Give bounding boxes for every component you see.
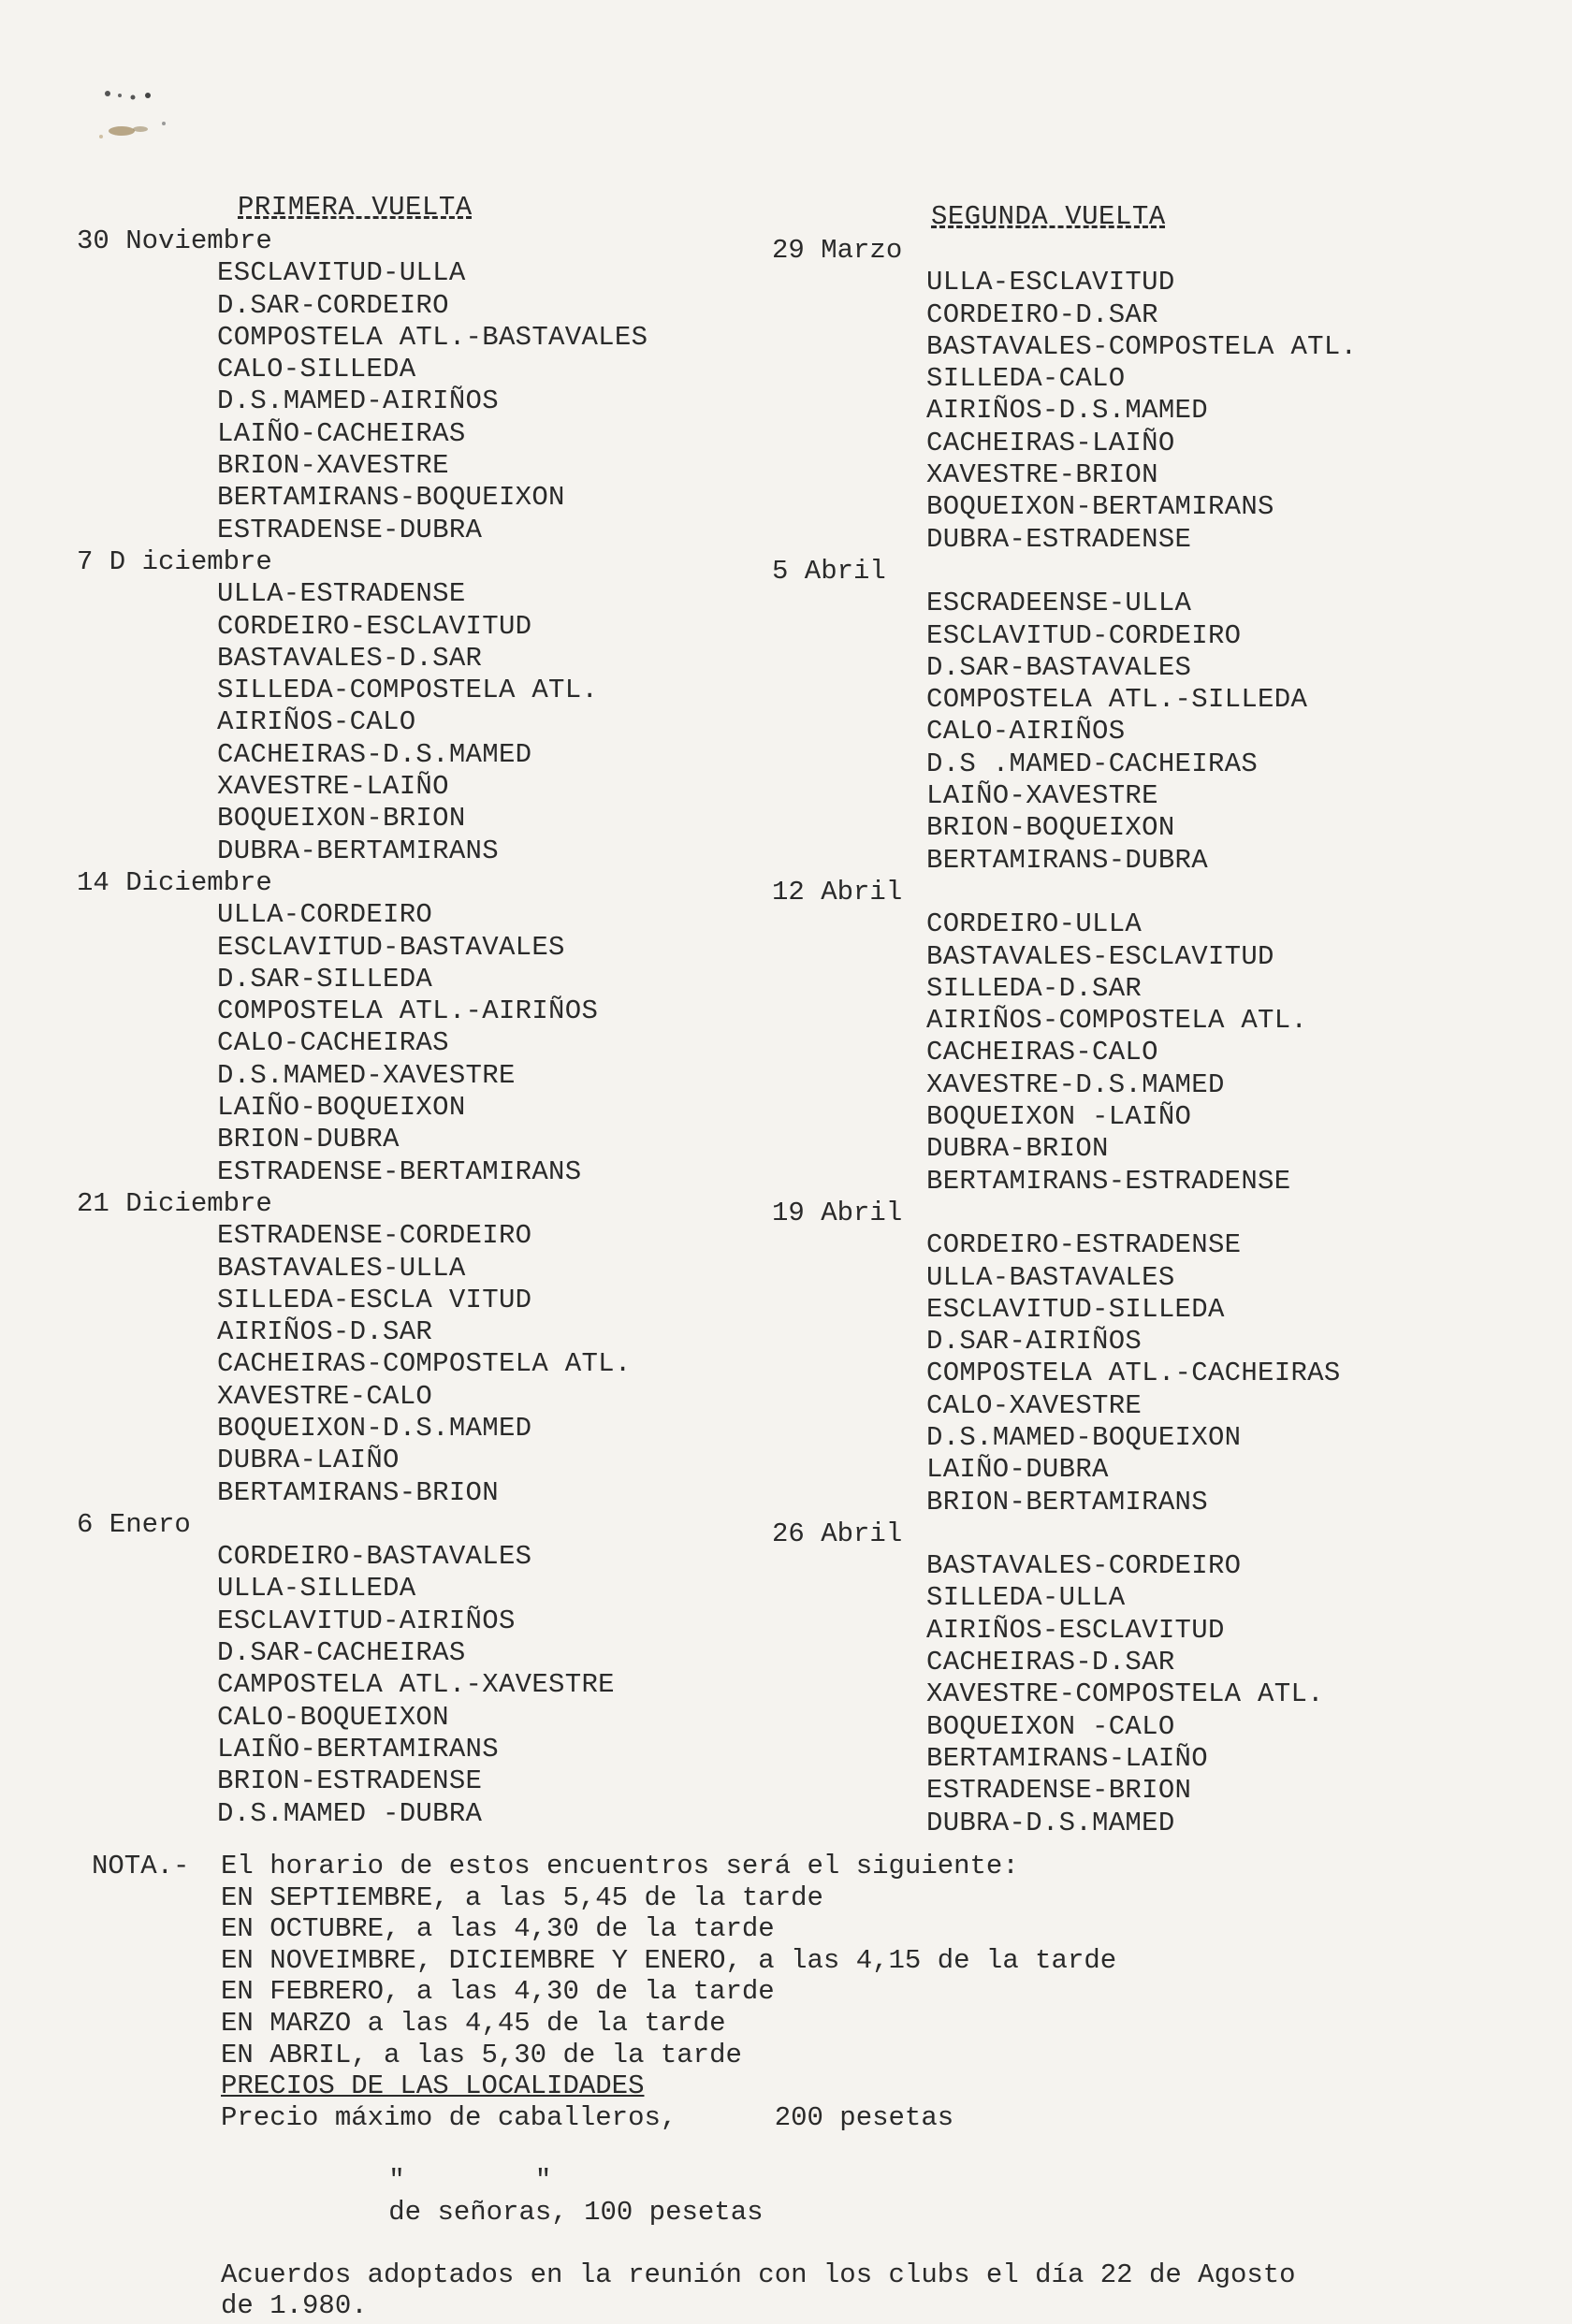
ink-specks <box>66 75 206 159</box>
price-men: Precio máximo de caballeros, 200 pesetas <box>221 2101 954 2133</box>
match-line: DUBRA-BRION <box>926 1133 1109 1165</box>
match-line: D.SAR-AIRIÑOS <box>926 1326 1143 1358</box>
round-date: 29 Marzo <box>772 235 903 266</box>
match-line: BASTAVALES-ESCLAVITUD <box>926 940 1274 972</box>
price-women: de señoras, 100 pesetas <box>388 2196 764 2228</box>
match-line: COMPOSTELA ATL.-SILLEDA <box>926 684 1308 716</box>
match-line: COMPOSTELA ATL.-AIRIÑOS <box>217 995 599 1027</box>
round-block <box>772 1518 1483 1839</box>
prices-title: PRECIOS DE LAS LOCALIDADES <box>221 2070 645 2102</box>
match-line: CALO-AIRIÑOS <box>926 716 1126 748</box>
match-line: ESCLAVITUD-CORDEIRO <box>926 619 1242 651</box>
match-line: BERTAMIRANS-LAIÑO <box>926 1742 1208 1774</box>
match-line: BASTAVALES-CORDEIRO <box>926 1550 1242 1582</box>
match-line: D.S.MAMED-AIRIÑOS <box>217 385 499 417</box>
round-date: 14 Diciembre <box>77 866 272 898</box>
ditto-marks: " " <box>388 2164 552 2196</box>
match-line: XAVESTRE-LAIÑO <box>217 771 449 803</box>
round-date: 6 Enero <box>77 1508 191 1540</box>
match-line: SILLEDA-ULLA <box>926 1582 1126 1614</box>
match-line: BRION-BERTAMIRANS <box>926 1486 1208 1518</box>
schedule-line: EN FEBRERO, a las 4,30 de la tarde <box>221 1976 775 2008</box>
match-line: XAVESTRE-BRION <box>926 459 1158 491</box>
match-line: CORDEIRO-ESTRADENSE <box>926 1229 1242 1261</box>
match-line: ESCLAVITUD-SILLEDA <box>926 1293 1225 1325</box>
match-line: BASTAVALES-D.SAR <box>217 642 483 674</box>
match-line: LAIÑO-BOQUEIXON <box>217 1092 466 1124</box>
match-line: ESCRADEENSE-ULLA <box>926 588 1192 619</box>
match-line: CAMPOSTELA ATL.-XAVESTRE <box>217 1669 615 1701</box>
match-line: CALO-XAVESTRE <box>926 1389 1143 1421</box>
round-date: 7 D iciembre <box>77 545 272 577</box>
match-line: LAIÑO-XAVESTRE <box>926 780 1158 812</box>
match-line: ESTRADENSE-BRION <box>926 1775 1192 1807</box>
match-line: AIRIÑOS-D.SAR <box>217 1316 433 1348</box>
match-line: BERTAMIRANS-ESTRADENSE <box>926 1165 1291 1197</box>
match-line: ESCLAVITUD-AIRIÑOS <box>217 1605 516 1636</box>
round-block <box>772 1198 1483 1518</box>
price-women-line <box>221 2133 1495 2259</box>
match-line: XAVESTRE-D.S.MAMED <box>926 1068 1225 1100</box>
match-line: LAIÑO-BERTAMIRANS <box>217 1733 499 1765</box>
match-line: BERTAMIRANS-BOQUEIXON <box>217 482 565 514</box>
match-line: SILLEDA-D.SAR <box>926 972 1143 1004</box>
match-line: ESTRADENSE-DUBRA <box>217 514 483 545</box>
round-block <box>772 235 1483 556</box>
match-line: BRION-ESTRADENSE <box>217 1765 483 1797</box>
match-line: DUBRA-ESTRADENSE <box>926 523 1192 555</box>
nota-schedule <box>92 1882 1495 2322</box>
match-line: BRION-BOQUEIXON <box>926 812 1175 844</box>
match-line: CACHEIRAS-COMPOSTELA ATL. <box>217 1348 632 1380</box>
nota-label: NOTA.- <box>92 1851 190 1881</box>
match-line: ESTRADENSE-BERTAMIRANS <box>217 1155 582 1187</box>
match-line: CALO-SILLEDA <box>217 354 416 385</box>
match-line: ULLA-BASTAVALES <box>926 1261 1175 1293</box>
match-line: BOQUEIXON-D.S.MAMED <box>217 1412 532 1444</box>
match-line: AIRIÑOS-ESCLAVITUD <box>926 1614 1225 1646</box>
segunda-vuelta-column <box>772 201 1483 1839</box>
round-date: 5 Abril <box>772 555 886 587</box>
match-line: COMPOSTELA ATL.-CACHEIRAS <box>926 1358 1341 1389</box>
match-line: BERTAMIRANS-BRION <box>217 1476 499 1508</box>
match-line: DUBRA-D.S.MAMED <box>926 1807 1175 1838</box>
match-line: BOQUEIXON -CALO <box>926 1710 1175 1742</box>
round-block <box>772 877 1483 1198</box>
match-line: AIRIÑOS-COMPOSTELA ATL. <box>926 1005 1308 1037</box>
match-line: BASTAVALES-ULLA <box>217 1252 466 1284</box>
round-date: 19 Abril <box>772 1197 903 1228</box>
round-block <box>77 546 788 867</box>
match-line: AIRIÑOS-D.S.MAMED <box>926 395 1208 427</box>
match-line: D.S.MAMED-XAVESTRE <box>217 1059 516 1091</box>
round-block <box>77 1509 788 1830</box>
match-line: CACHEIRAS-CALO <box>926 1037 1158 1068</box>
match-line: CACHEIRAS-D.SAR <box>926 1647 1175 1678</box>
match-line: D.SAR-CACHEIRAS <box>217 1637 466 1669</box>
match-line: CORDEIRO-D.SAR <box>926 298 1158 330</box>
match-line: XAVESTRE-CALO <box>217 1380 433 1412</box>
match-line: ULLA-ESCLAVITUD <box>926 267 1175 298</box>
match-line: LAIÑO-DUBRA <box>926 1454 1109 1486</box>
match-line: CORDEIRO-ESCLAVITUD <box>217 610 532 642</box>
nota-intro: El horario de estos encuentros será el siguiente: <box>221 1851 1019 1881</box>
round-date: 12 Abril <box>772 876 903 908</box>
match-line: SILLEDA-ESCLA VITUD <box>217 1284 532 1315</box>
agreement-line: Acuerdos adoptados en la reunión con los clubs el día 22 de Agosto <box>221 2259 1296 2290</box>
match-line: ULLA-CORDEIRO <box>217 899 433 931</box>
match-line: D.S.MAMED -DUBRA <box>217 1797 483 1829</box>
round-date: 21 Diciembre <box>77 1187 272 1219</box>
schedule-line: EN MARZO a las 4,45 de la tarde <box>221 2007 726 2039</box>
round-date: 26 Abril <box>772 1518 903 1549</box>
match-line: BOQUEIXON-BRION <box>217 803 466 835</box>
match-line: SILLEDA-COMPOSTELA ATL. <box>217 675 599 706</box>
schedule-line: EN SEPTIEMBRE, a las 5,45 de la tarde <box>221 1881 823 1913</box>
match-line: ESCLAVITUD-ULLA <box>217 257 466 289</box>
match-line: DUBRA-LAIÑO <box>217 1445 400 1476</box>
segunda-vuelta-title: SEGUNDA VUELTA <box>931 201 1166 232</box>
match-line: BRION-XAVESTRE <box>217 450 449 482</box>
nota-header <box>92 1851 1495 1882</box>
match-line: CACHEIRAS-LAIÑO <box>926 427 1175 458</box>
round-block <box>77 867 788 1188</box>
match-line: CORDEIRO-BASTAVALES <box>217 1541 532 1573</box>
agreement-line: de 1.980. <box>221 2290 368 2322</box>
match-line: CACHEIRAS-D.S.MAMED <box>217 738 532 770</box>
match-line: XAVESTRE-COMPOSTELA ATL. <box>926 1678 1324 1710</box>
match-line: AIRIÑOS-CALO <box>217 706 416 738</box>
match-line: ESCLAVITUD-BASTAVALES <box>217 931 565 963</box>
match-line: ULLA-SILLEDA <box>217 1573 416 1605</box>
nota-section <box>92 1851 1495 2322</box>
match-line: D.SAR-CORDEIRO <box>217 289 449 321</box>
match-line: D.SAR-SILLEDA <box>217 963 433 995</box>
match-line: COMPOSTELA ATL.-BASTAVALES <box>217 321 648 353</box>
match-line: LAIÑO-CACHEIRAS <box>217 417 466 449</box>
match-line: D.S .MAMED-CACHEIRAS <box>926 748 1259 779</box>
match-line: ESTRADENSE-CORDEIRO <box>217 1220 532 1252</box>
round-block <box>77 225 788 546</box>
round-block <box>77 1188 788 1509</box>
primera-vuelta-column <box>77 192 788 1830</box>
match-line: BERTAMIRANS-DUBRA <box>926 844 1208 876</box>
primera-vuelta-title: PRIMERA VUELTA <box>238 192 473 223</box>
round-date: 30 Noviembre <box>77 225 272 256</box>
match-line: BOQUEIXON -LAIÑO <box>926 1101 1192 1133</box>
match-line: BRION-DUBRA <box>217 1124 400 1155</box>
match-line: CALO-BOQUEIXON <box>217 1701 449 1733</box>
schedule-line: EN OCTUBRE, a las 4,30 de la tarde <box>221 1913 775 1945</box>
match-line: BASTAVALES-COMPOSTELA ATL. <box>926 330 1358 362</box>
match-line: D.SAR-BASTAVALES <box>926 651 1192 683</box>
match-line: DUBRA-BERTAMIRANS <box>217 835 499 866</box>
match-line: ULLA-ESTRADENSE <box>217 578 466 610</box>
schedule-line: EN ABRIL, a las 5,30 de la tarde <box>221 2039 742 2070</box>
match-line: SILLEDA-CALO <box>926 363 1126 395</box>
match-line: CALO-CACHEIRAS <box>217 1027 449 1059</box>
schedule-line: EN NOVEIMBRE, DICIEMBRE Y ENERO, a las 4,15 de la tarde <box>221 1944 1117 1976</box>
match-line: CORDEIRO-ULLA <box>926 908 1143 940</box>
match-line: D.S.MAMED-BOQUEIXON <box>926 1421 1242 1453</box>
round-block <box>772 556 1483 877</box>
match-line: BOQUEIXON-BERTAMIRANS <box>926 491 1274 523</box>
